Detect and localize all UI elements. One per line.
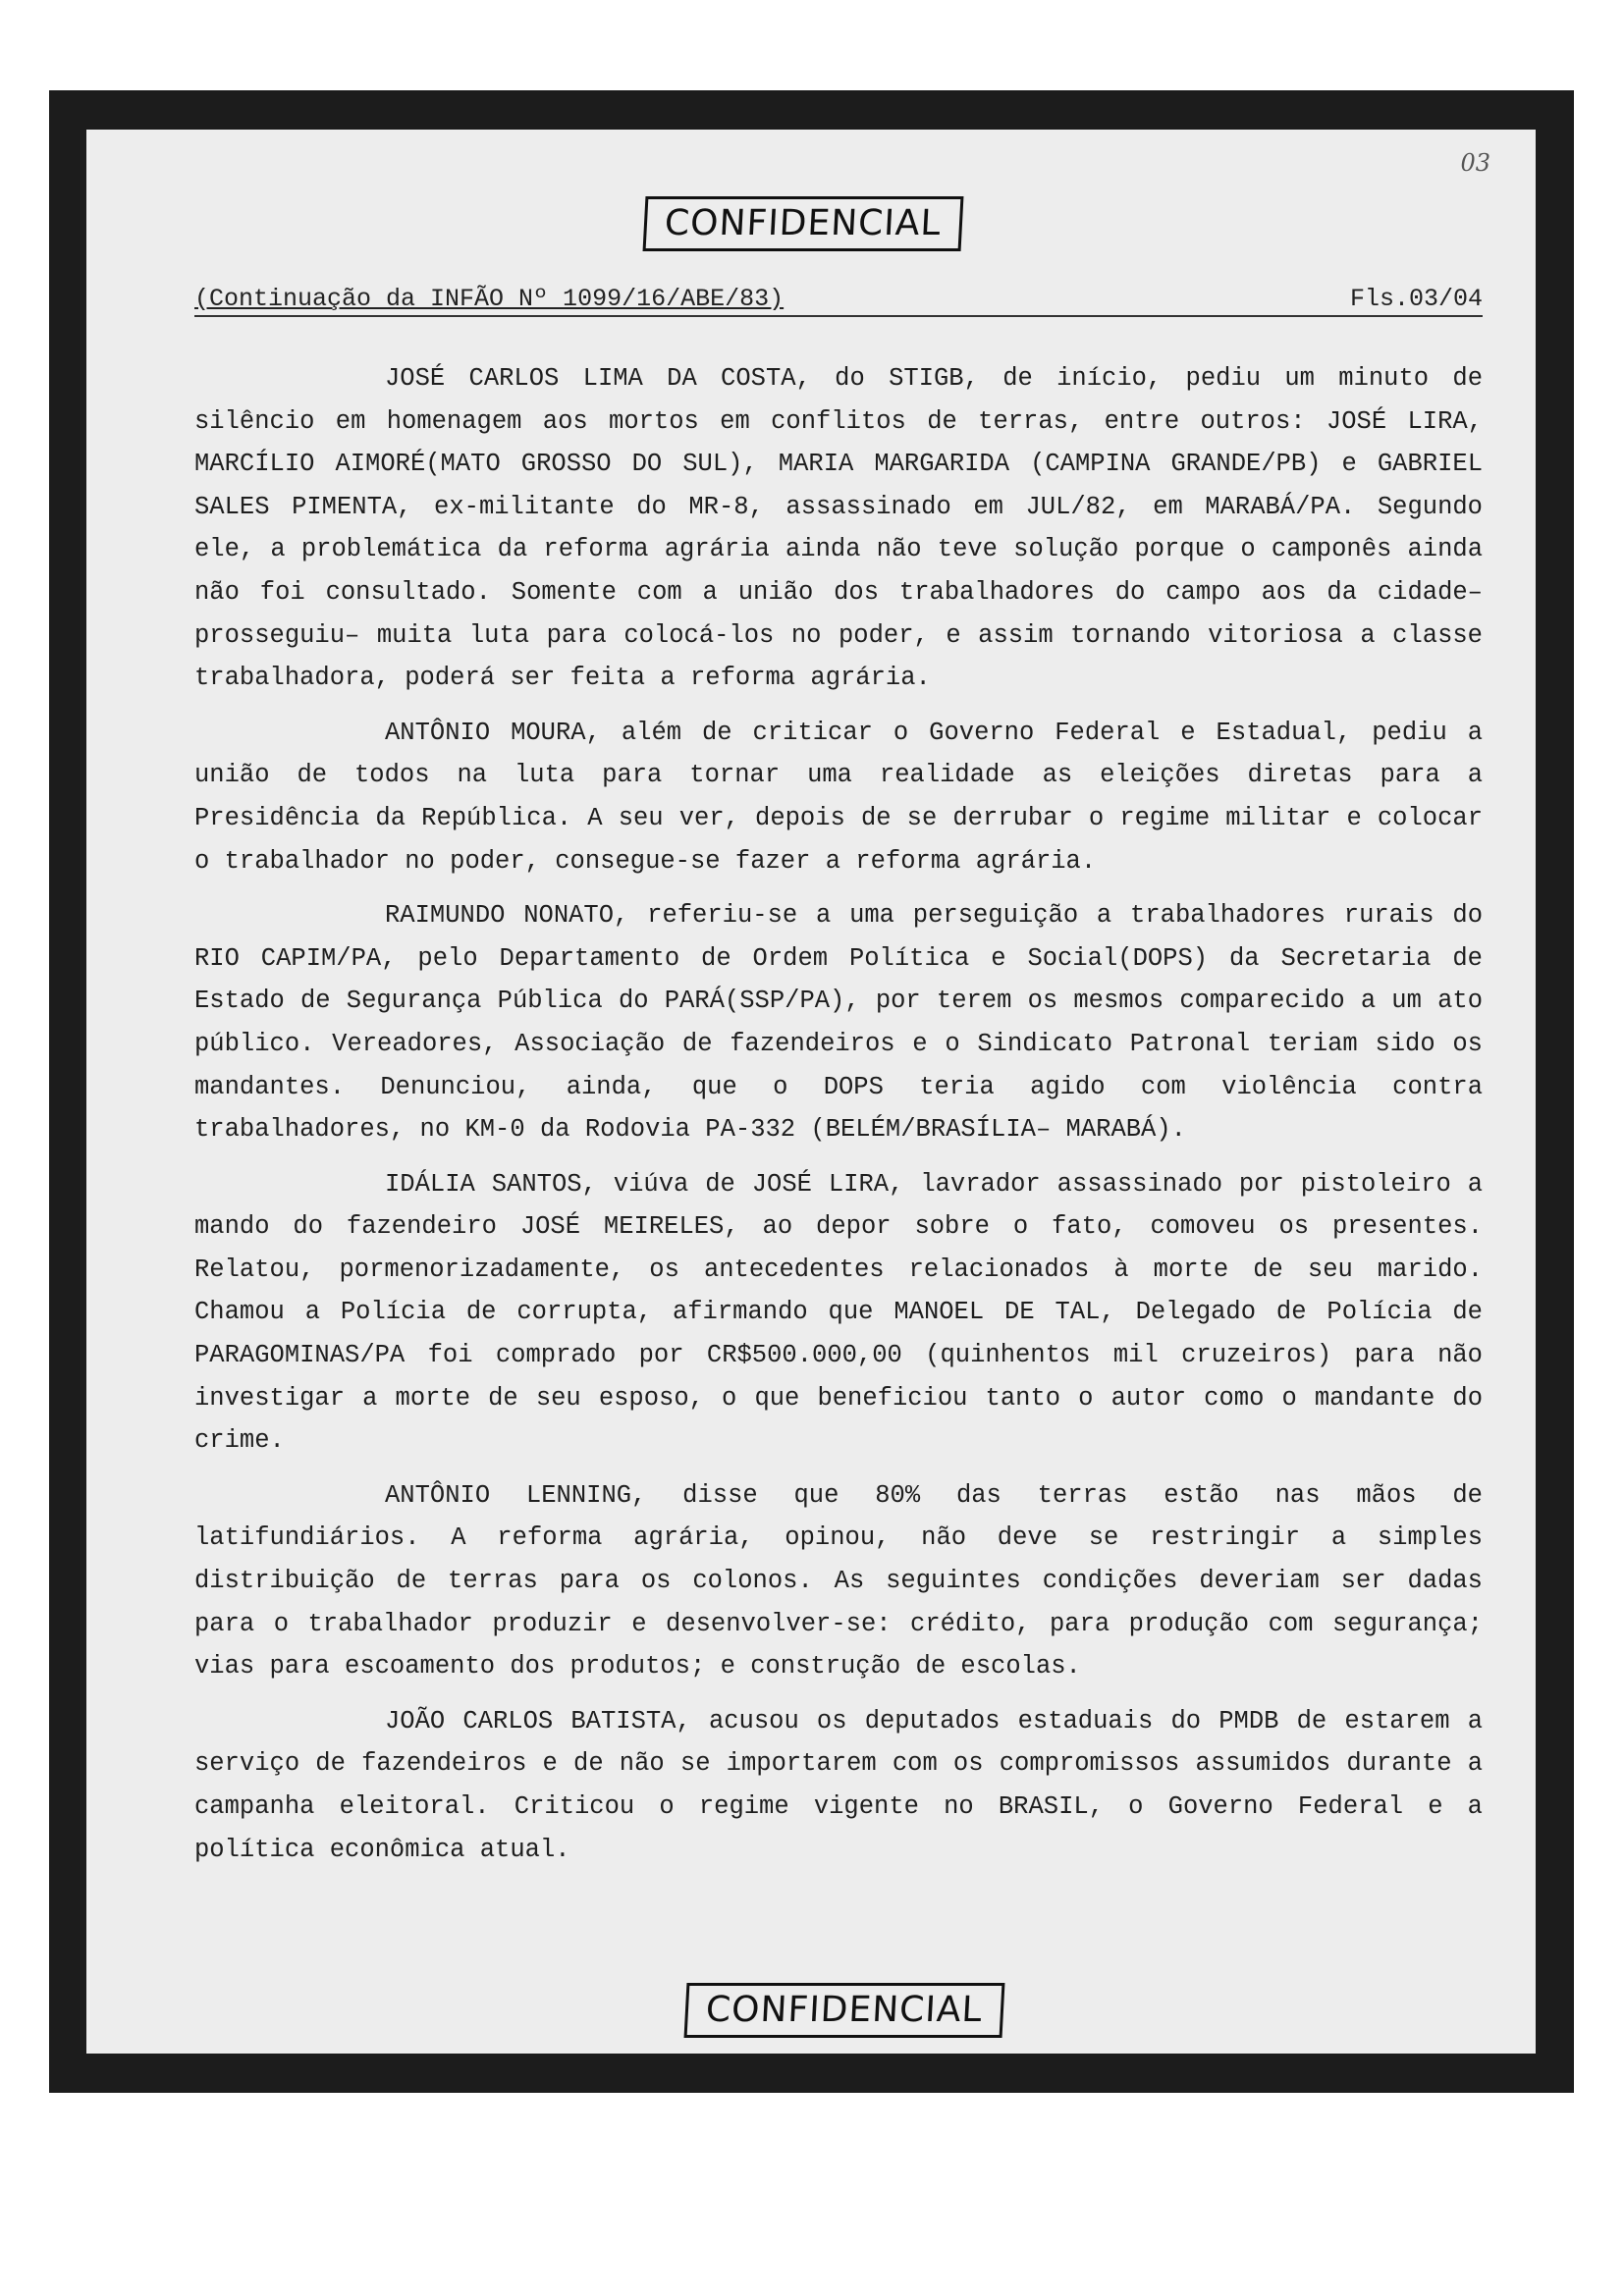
confidential-stamp-bottom: CONFIDENCIAL <box>684 1983 1004 2038</box>
folio-number: Fls.03/04 <box>1349 285 1483 313</box>
document-page <box>86 130 1536 2054</box>
report-reference: (Continuação da INFÃO Nº 1099/16/ABE/83) <box>194 285 785 313</box>
paragraph-jose-carlos: JOSÉ CARLOS LIMA DA COSTA, do STIGB, de início, pediu um minuto de silêncio em homenagem aos mortos em conflitos de terras, entre outros: JOSÉ LIRA, MARCÍLIO AIMORÉ(MATO GROSSO DO SUL), MARIA MARGARIDA (CAMPINA GRANDE/PB) e GABRIEL SALES PIMENTA, ex-militante do MR-8, assassinado em JUL/82, em MARABÁ/PA. Segundo ele, a problemática da reforma agrária ainda não teve solução porque o camponês ainda não foi consultado. Somente com a união dos trabalhadores do campo aos da cidade– prosseguiu– muita luta para colocá-los no poder, e assim tornando vitoriosa a classe trabalhadora, poderá ser feita a reforma agrária. <box>194 364 1483 693</box>
paragraph-joao-carlos: JOÃO CARLOS BATISTA, acusou os deputados estaduais do PMDB de estarem a serviço de fazendeiros e de não se importarem com os compromissos assumidos durante a campanha eleitoral. Criticou o regime vigente no BRASIL, o Governo Federal e a política econômica atual. <box>194 1706 1483 1864</box>
confidential-stamp-top: CONFIDENCIAL <box>643 196 963 251</box>
document-body <box>194 357 1483 1883</box>
paragraph-antonio-moura: ANTÔNIO MOURA, além de criticar o Governo Federal e Estadual, pediu a união de todos na luta para tornar uma realidade as eleições diretas para a Presidência da República. A seu ver, depois de se derrubar o regime militar e colocar o trabalhador no poder, consegue-se fazer a reforma agrária. <box>194 718 1483 876</box>
paragraph-antonio-lenning: ANTÔNIO LENNING, disse que 80% das terras estão nas mãos de latifundiários. A reforma agrária, opinou, não deve se restringir a simples distribuição de terras para os colonos. As seguintes condições deveriam ser dadas para o trabalhador produzir e desenvolver-se: crédito, para produção com segurança; vias para escoamento dos produtos; e construção de escolas. <box>194 1480 1483 1682</box>
paragraph-idalia-santos: IDÁLIA SANTOS, viúva de JOSÉ LIRA, lavrador assassinado por pistoleiro a mando do fazendeiro JOSÉ MEIRELES, ao depor sobre o fato, comoveu os presentes. Relatou, pormenorizadamente, os antecedentes relacionados à morte de seu marido. Chamou a Polícia de corrupta, afirmando que MANOEL DE TAL, Delegado de Polícia de PARAGOMINAS/PA foi comprado por CR$500.000,00 (quinhentos mil cruzeiros) para não investigar a morte de seu esposo, o que beneficiou tanto o autor como o mandante do crime. <box>194 1169 1483 1456</box>
paragraph-raimundo-nonato: RAIMUNDO NONATO, referiu-se a uma perseguição a trabalhadores rurais do RIO CAPIM/PA, pelo Departamento de Ordem Política e Social(DOPS) da Secretaria de Estado de Segurança Pública do PARÁ(SSP/PA), por terem os mesmos comparecido a um ato público. Vereadores, Associação de fazendeiros e o Sindicato Patronal teriam sido os mandantes. Denunciou, ainda, que o DOPS teria agido com violência contra trabalhadores, no KM-0 da Rodovia PA-332 (BELÉM/BRASÍLIA– MARABÁ). <box>194 901 1483 1145</box>
document-header <box>194 285 1483 317</box>
handwritten-page-number: 03 <box>1460 149 1490 177</box>
